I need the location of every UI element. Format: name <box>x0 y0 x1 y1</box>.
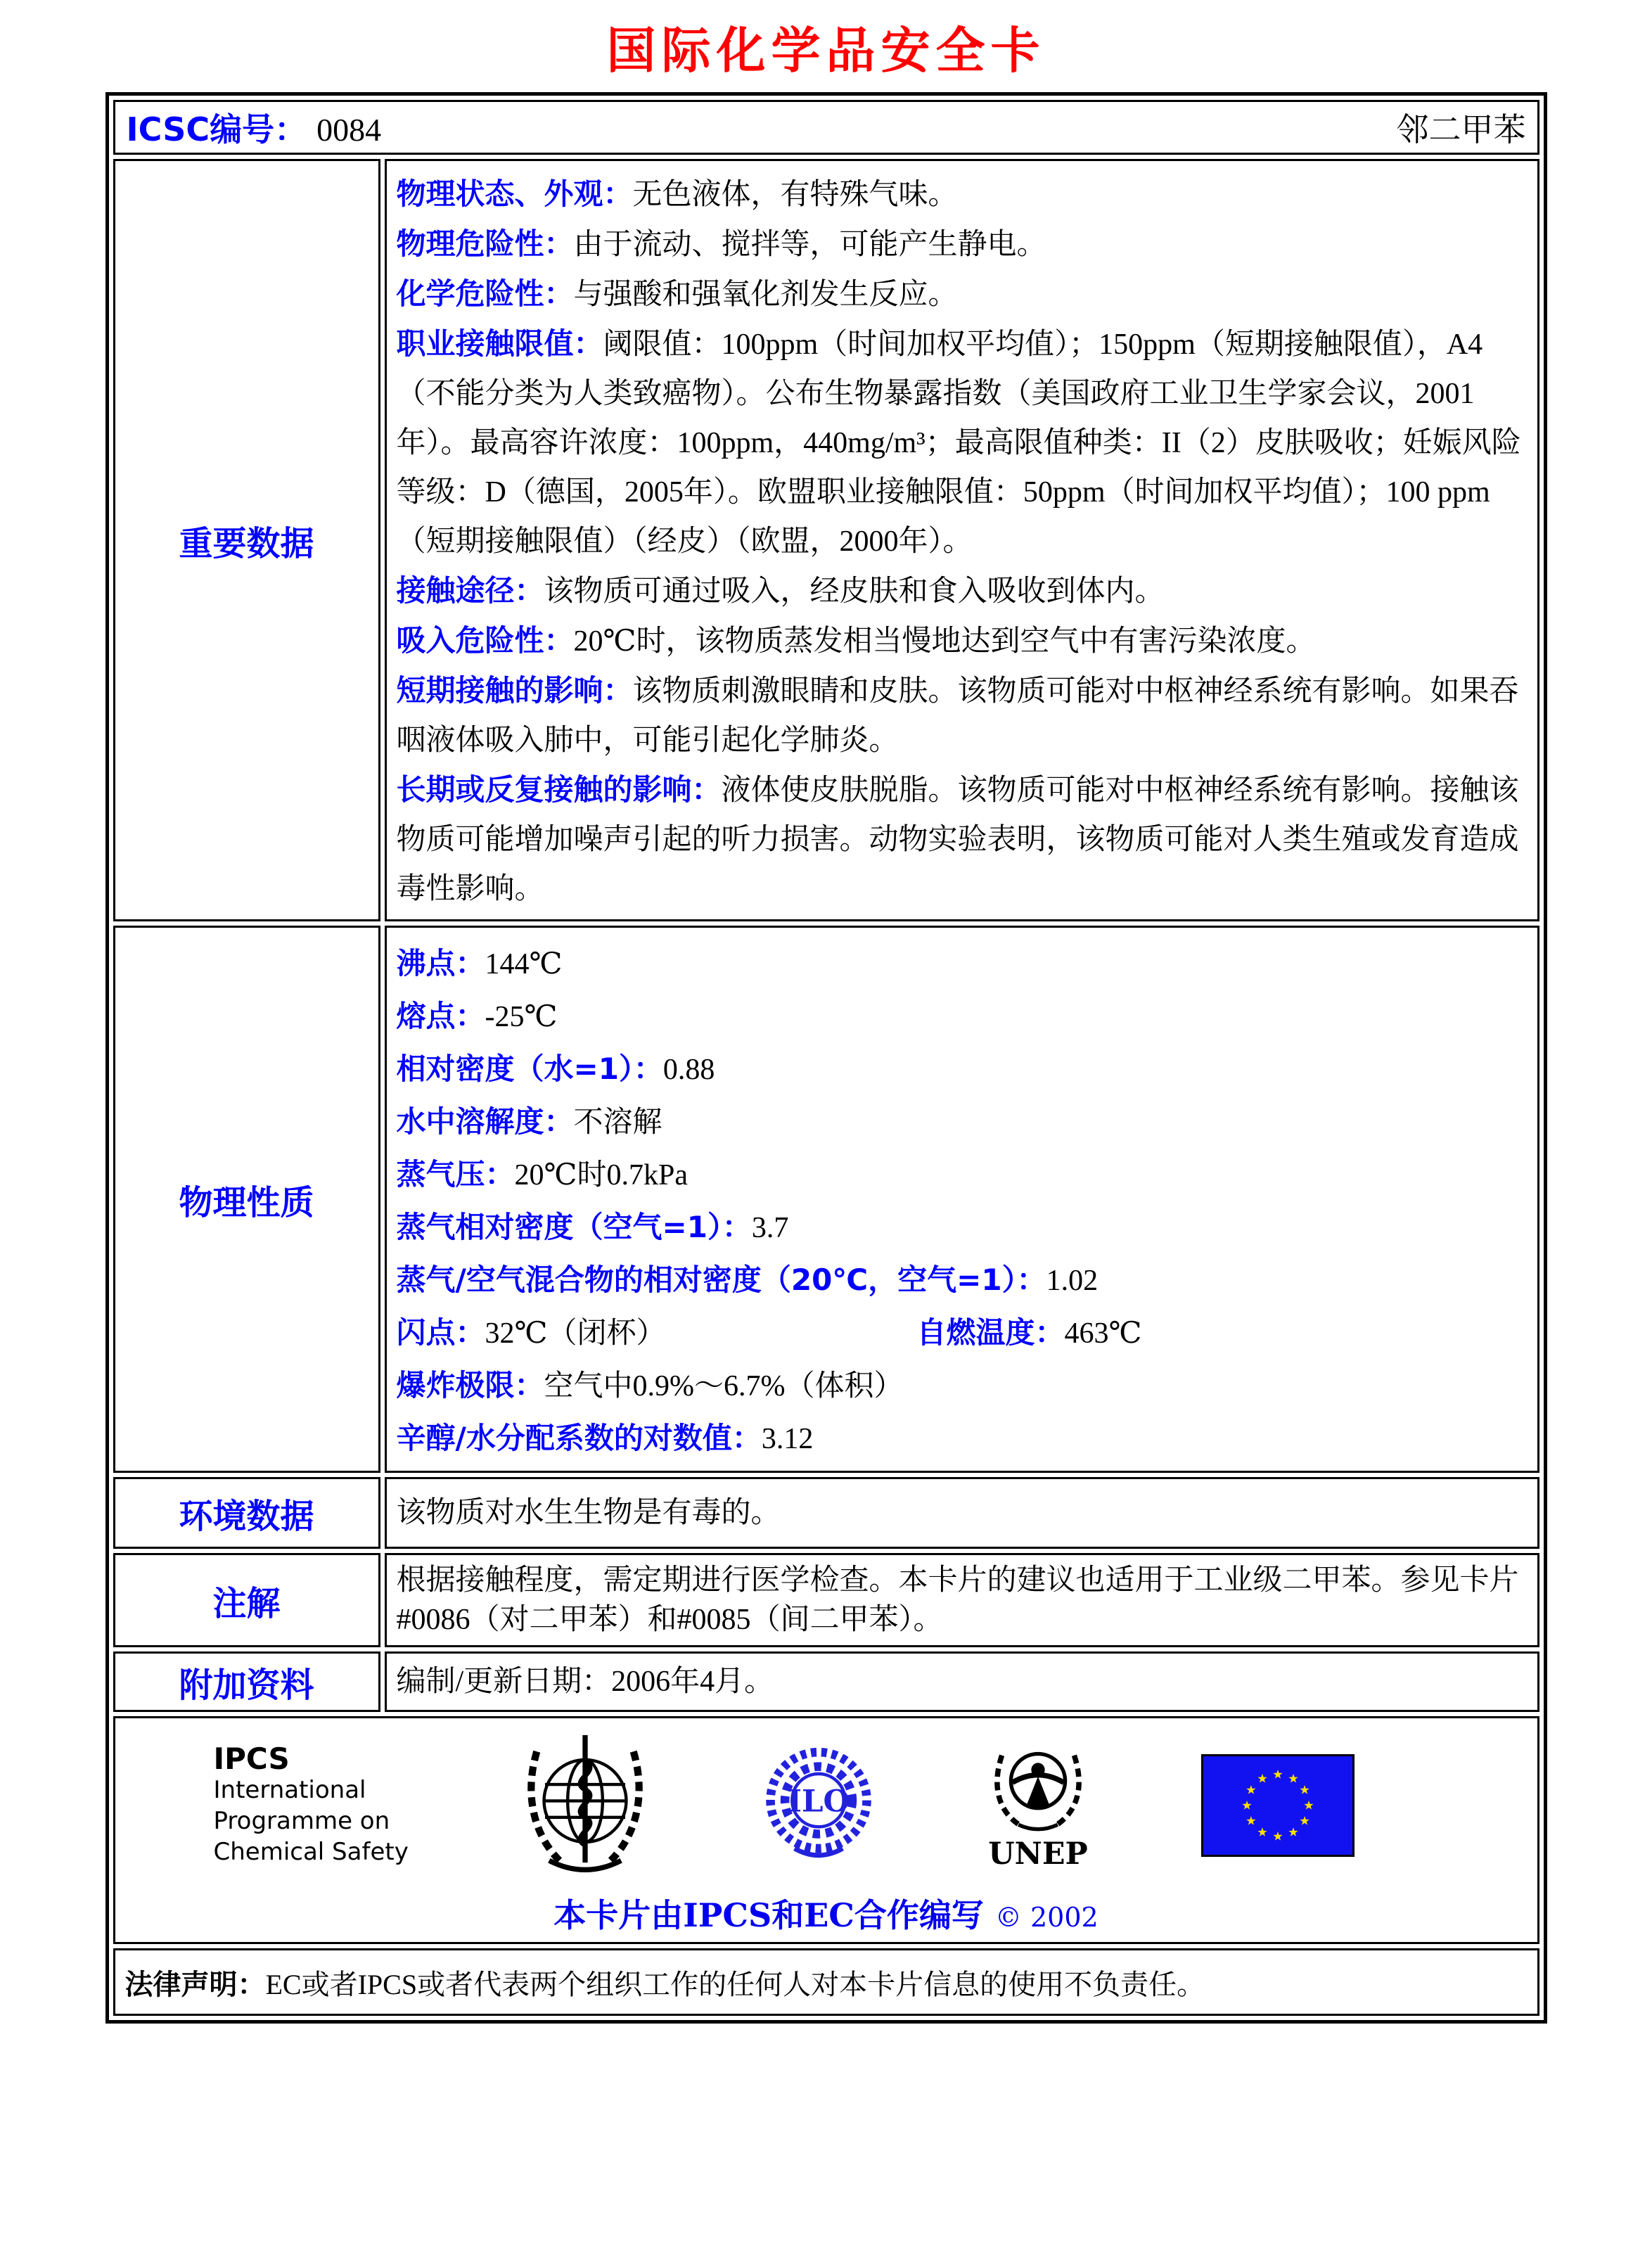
unep-logo-icon <box>985 1734 1091 1878</box>
icsc-number-value: 0084 <box>316 112 382 148</box>
important-data-content <box>385 159 1539 921</box>
physical-property-pair: 闪点：32℃（闭杯） 自燃温度：463℃ <box>396 1315 1142 1350</box>
important-item: 接触途径：该物质可通过吸入，经皮肤和食入吸收到体内。 <box>396 573 1165 608</box>
physical-property: 相对密度（水=1）：0.88 <box>396 1052 715 1086</box>
header-row <box>113 100 1539 155</box>
svg-text:UNEP: UNEP <box>988 1836 1088 1872</box>
physical-properties-row-label: 物理性质 <box>113 926 380 1473</box>
important-item: 职业接触限值：阈限值：100ppm（时间加权平均值）；150ppm（短期接触限值），A4（不能分类为人类致癌物）。公布生物暴露指数（美国政府工业卫生学家会议，2001年）。最高容许浓度：100ppm，440mg/m³；最高限值种类：II（2）皮肤吸收；妊娠风险等级：D（德国，2005年）。欧盟职业接触限值：50ppm（时间加权平均值）；100 ppm（短期接触限值）（经皮）（欧盟，2000年）。 <box>396 326 1521 558</box>
environment-row-label: 环境数据 <box>113 1477 380 1549</box>
notes-row <box>113 1553 1539 1647</box>
ilo-logo-icon <box>762 1740 875 1871</box>
notes-content: 根据接触程度，需定期进行医学检查。本卡片的建议也适用于工业级二甲苯。参见卡片#0086（对二甲苯）和#0085（间二甲苯）。 <box>385 1553 1539 1647</box>
legal-label: 法律声明： <box>124 1968 266 2001</box>
logo-strip <box>115 1728 1537 1880</box>
important-item: 长期或反复接触的影响：液体使皮肤脱脂。该物质可能对中枢神经系统有影响。接触该物质可能增加噪声引起的听力损害。动物实验表明，该物质可能对人类生殖或发育造成毒性影响。 <box>396 772 1519 905</box>
notes-row-label: 注解 <box>113 1553 380 1647</box>
important-item: 物理状态、外观：无色液体，有特殊气味。 <box>396 177 958 211</box>
physical-property: 辛醇/水分配系数的对数值：3.12 <box>396 1421 814 1455</box>
legal-row <box>113 1948 1539 2016</box>
icsc-number-label: ICSC编号： <box>126 110 307 148</box>
icsc-card-table <box>105 92 1547 2024</box>
physical-properties-row <box>113 926 1539 1473</box>
physical-properties-content <box>385 926 1539 1473</box>
additional-info-row-label: 附加资料 <box>113 1651 380 1712</box>
additional-info-row <box>113 1651 1539 1712</box>
physical-property: 沸点：144℃ <box>396 946 563 980</box>
legal-cell <box>113 1948 1539 2016</box>
svg-text:ILO: ILO <box>787 1783 850 1820</box>
ipcs-title: IPCS <box>213 1742 290 1776</box>
footer-cell <box>113 1716 1539 1944</box>
header-cell <box>113 100 1539 155</box>
physical-property: 蒸气/空气混合物的相对密度（20℃，空气=1）：1.02 <box>396 1263 1099 1297</box>
page-title: 国际化学品安全卡 <box>606 21 1046 79</box>
important-item: 物理危险性：由于流动、搅拌等，可能产生静电。 <box>396 226 1046 261</box>
icsc-number-group <box>127 104 382 151</box>
ipcs-text-block: IPCS International Programme on Chemical Safety <box>213 1742 409 1866</box>
additional-info-content: 编制/更新日期：2006年4月。 <box>385 1651 1539 1712</box>
physical-property: 爆炸极限：空气中0.9%～6.7%（体积） <box>396 1368 904 1402</box>
credit-line: 本卡片由IPCS和EC合作编写 © 2002 <box>553 1896 1099 1934</box>
important-item: 短期接触的影响：该物质刺激眼睛和皮肤。该物质可能对中枢神经系统有影响。如果吞咽液体吸入肺中，可能引起化学肺炎。 <box>396 673 1519 757</box>
important-item: 吸入危险性：20℃时，该物质蒸发相当慢地达到空气中有害污染浓度。 <box>396 623 1316 658</box>
physical-property: 蒸气相对密度（空气=1）：3.7 <box>396 1210 789 1244</box>
copyright: © 2002 <box>994 1902 1099 1933</box>
legal-text: EC或者IPCS或者代表两个组织工作的任何人对本卡片信息的使用不负责任。 <box>265 1968 1205 2000</box>
environment-row <box>113 1477 1539 1549</box>
physical-property: 水中溶解度：不溶解 <box>396 1104 662 1139</box>
who-logo-icon <box>518 1731 652 1880</box>
physical-property: 蒸气压：20℃时0.7kPa <box>396 1157 688 1191</box>
eu-flag-icon <box>1201 1754 1355 1857</box>
environment-content: 该物质对水生生物是有毒的。 <box>385 1477 1539 1549</box>
important-item: 化学危险性：与强酸和强氧化剂发生反应。 <box>396 276 958 311</box>
physical-property: 熔点：-25℃ <box>396 999 558 1033</box>
important-data-row <box>113 159 1539 921</box>
important-data-row-label: 重要数据 <box>113 159 380 921</box>
chemical-name: 邻二甲苯 <box>1396 112 1526 148</box>
footer-row <box>113 1716 1539 1944</box>
